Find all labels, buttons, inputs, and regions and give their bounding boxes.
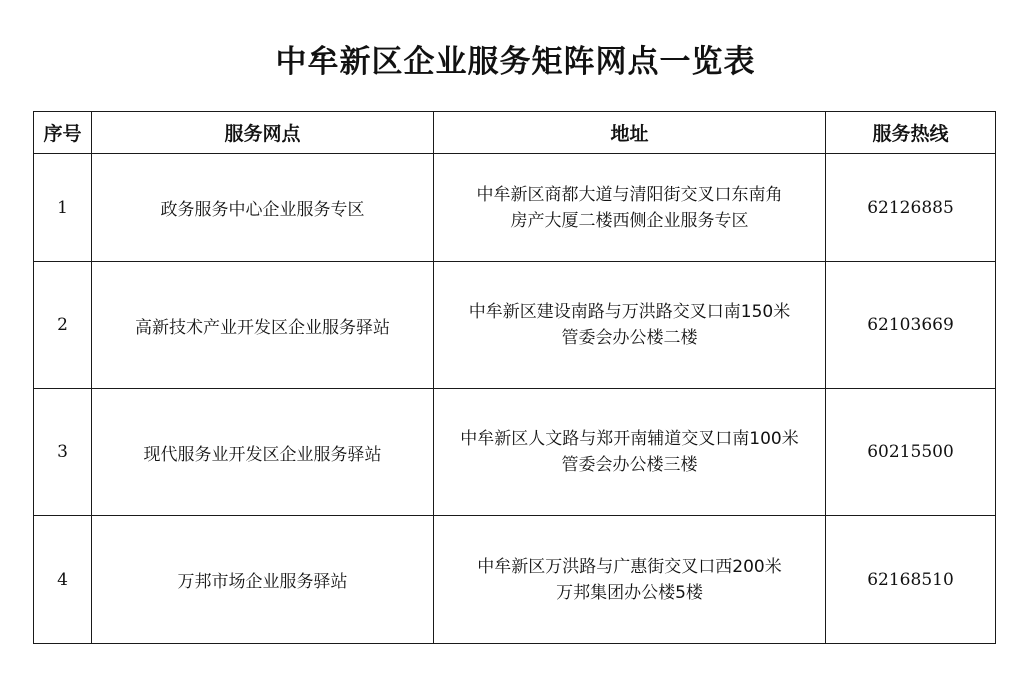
header-service-point: 服务网点 [92,112,434,154]
address-line: 中牟新区建设南路与万洪路交叉口南150米 [468,302,791,322]
hotline-cell: 62168510 [826,516,996,644]
service-points-table [33,111,996,644]
header-address: 地址 [434,112,826,154]
address-line: 房产大厦二楼西侧企业服务专区 [510,210,749,231]
table-header-row [34,112,996,154]
table-row [34,516,996,644]
address-cell [434,262,826,389]
hotline-cell: 62103669 [826,262,996,389]
address-line: 万邦集团办公楼5楼 [556,582,703,603]
serial-number-cell: 4 [34,516,92,644]
table-row [34,262,996,389]
service-point-cell: 现代服务业开发区企业服务驿站 [92,389,434,516]
address-line: 管委会办公楼三楼 [561,455,698,475]
service-point-cell: 政务服务中心企业服务专区 [92,154,434,262]
address-line: 中牟新区商都大道与清阳街交叉口东南角 [476,184,783,205]
address-line: 中牟新区万洪路与广惠街交叉口西200米 [477,556,782,577]
serial-number-cell: 1 [34,154,92,262]
hotline-cell: 62126885 [826,154,996,262]
table-row [34,389,996,516]
service-point-cell: 万邦市场企业服务驿站 [92,516,434,644]
header-hotline: 服务热线 [826,112,996,154]
address-cell [434,516,826,644]
header-serial-number: 序号 [34,112,92,154]
address-cell [434,154,826,262]
serial-number-cell: 3 [34,389,92,516]
serial-number-cell: 2 [34,262,92,389]
page-title: 中牟新区企业服务矩阵网点一览表 [275,44,756,80]
service-point-cell: 高新技术产业开发区企业服务驿站 [92,262,434,389]
table-row [34,154,996,262]
hotline-cell: 60215500 [826,389,996,516]
address-line: 管委会办公楼二楼 [561,328,698,348]
address-line: 中牟新区人文路与郑开南辅道交叉口南100米 [460,429,799,449]
address-cell [434,389,826,516]
